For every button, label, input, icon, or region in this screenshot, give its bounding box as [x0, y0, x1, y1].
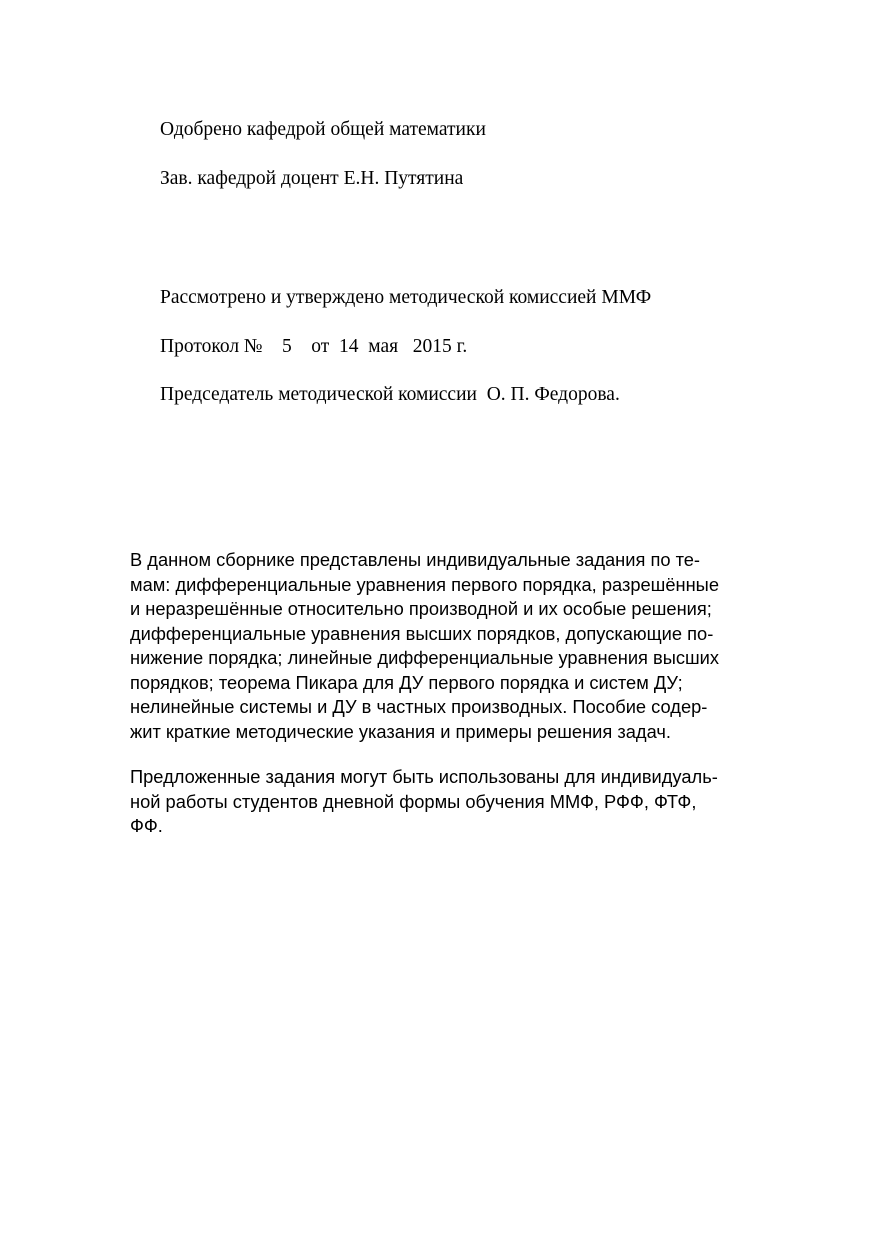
approval-head-line: Зав. кафедрой доцент Е.Н. Путятина — [160, 168, 464, 189]
abstract-line: и неразрешённые относительно производной и их особые решения; — [130, 598, 712, 619]
abstract-paragraph-1 — [130, 548, 750, 744]
abstract-line: жит краткие методические указания и примеры решения задач. — [130, 720, 671, 742]
abstract-line: порядков; теорема Пикара для ДУ первого порядка и систем ДУ; — [130, 671, 683, 693]
abstract-line: нелинейные системы и ДУ в частных производных. Пособие содер- — [130, 696, 708, 717]
approval-department-line: Одобрено кафедрой общей математики — [160, 119, 486, 140]
abstract-line: В данном сборнике представлены индивидуальные задания по те- — [130, 549, 701, 570]
abstract-line: Предложенные задания могут быть использованы для индивидуаль- — [130, 766, 718, 787]
approval-chair-line: Председатель методической комиссии О. П. Федорова. — [160, 384, 620, 405]
abstract-line: ФФ. — [130, 815, 163, 836]
abstract-paragraph-2 — [130, 765, 750, 839]
abstract-line: ной работы студентов дневной формы обучения ММФ, РФФ, ФТФ, — [130, 790, 697, 812]
approval-protocol-line: Протокол № 5 от 14 мая 2015 г. — [160, 336, 468, 357]
approval-commission-line: Рассмотрено и утверждено методической комиссией ММФ — [160, 287, 652, 308]
abstract-line: мам: дифференциальные уравнения первого порядка, разрешённые — [130, 573, 719, 595]
abstract-line: нижение порядка; линейные дифференциальные уравнения высших — [130, 647, 720, 668]
abstract-line: дифференциальные уравнения высших порядков, допускающие по- — [130, 622, 714, 644]
